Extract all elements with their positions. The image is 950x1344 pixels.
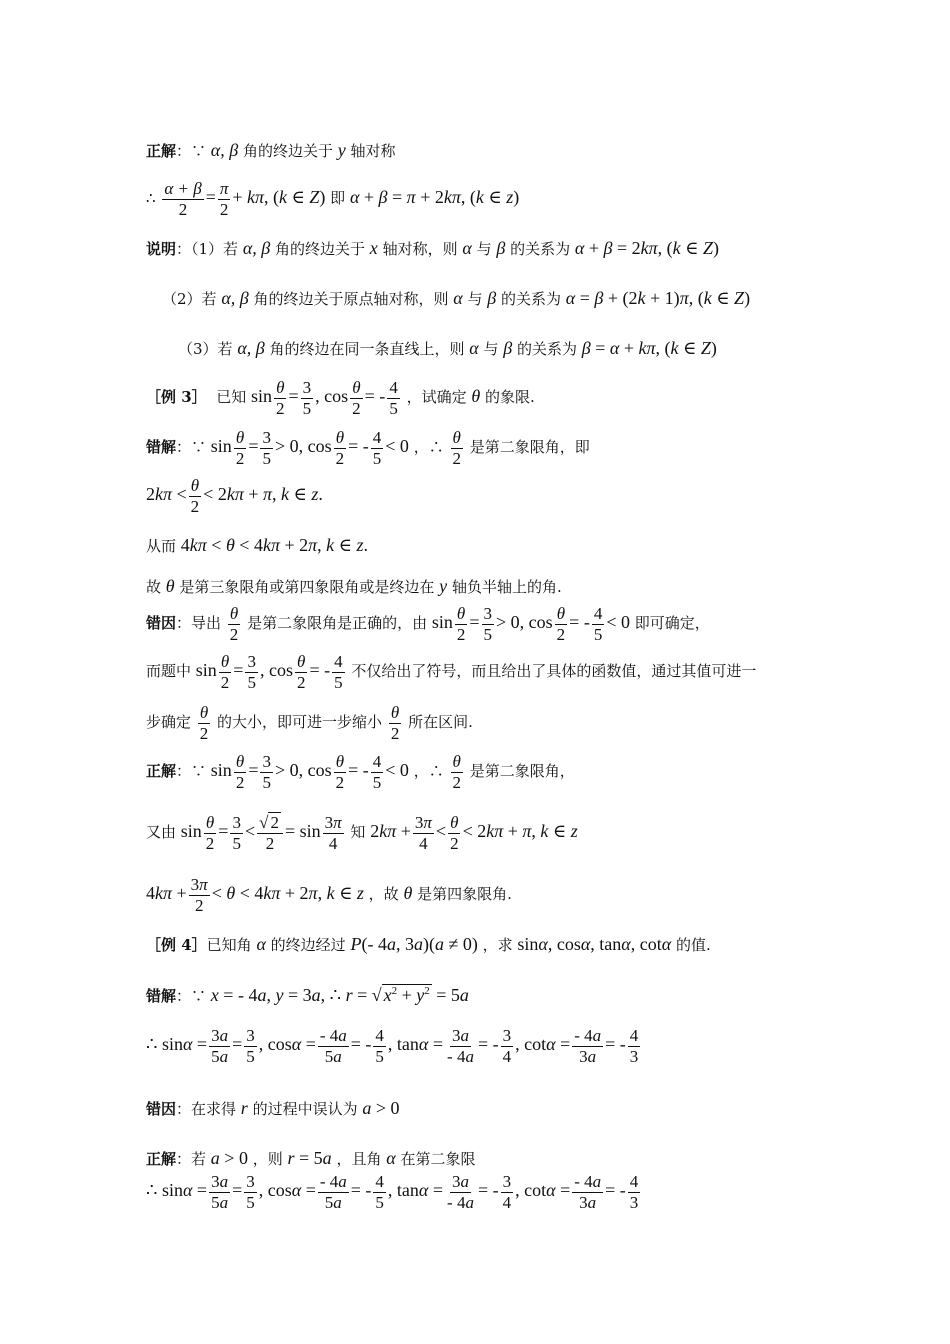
line-10: 故 θ 是第三象限角或第四象限角或是终边在 y 轴负半轴上的角. [146, 576, 562, 596]
line-5: （3）若 α, β 角的终边在同一条直线上，则 α 与 β 的关系为 β = α + kπ, (k ∈ Z) [178, 338, 717, 358]
line-20: 错因：在求得 r 的过程中误认为 a > 0 [146, 1098, 400, 1118]
label-example-3: ［例 3］ [146, 388, 207, 407]
line-6: ［例 3］ 已知 sin $\frac{\theta}{2}$ = $\frac{3}{5}$ , cos $\frac{\theta}{2}$ = - $\frac{4}{5}$ ，试确定 θ 的象限. [146, 378, 535, 418]
line-3: 说明：（1）若 α, β 角的终边关于 x 轴对称，则 α 与 β 的关系为 α + β = 2kπ, (k ∈ Z) [146, 238, 719, 258]
line-22: ∴ sinα = $\frac{3a}{5a}$ = $\frac{3}{5}$ , cosα = $\frac{- 4a}{5a}$ = - $\frac{4}{5}$ , tanα = $\frac{3a}{- 4a}$ = - $\frac{3}{4}$ , cotα = $\frac{- 4a}{3a}$ = - $\frac{4}{3}$ [146, 1172, 639, 1212]
line-14: 正解：∵ sin $\frac{\theta}{2}$ = $\frac{3}{5}$ > 0, cos $\frac{\theta}{2}$ = - $\frac{4}{5}$ < 0 ，∴ $\frac{\theta}{2}$ 是第二象限角， [146, 752, 575, 792]
line-2: ∴ $\frac{\alpha + \beta}{2}$ = $\frac{\pi}{2}$ + kπ, (k ∈ Z) 即 α + β = π + 2kπ, (k ∈ z) [146, 179, 520, 219]
label-example-4: ［例 4］ [146, 936, 207, 954]
line-17: ［例 4］已知角 α 的终边经过 P(- 4a, 3a)(a ≠ 0) ，求 sinα, cosα, tanα, cotα 的值. [146, 934, 711, 954]
line-8: 2kπ < $\frac{\theta}{2}$ < 2kπ + π, k ∈ z. [146, 476, 323, 516]
label-error-cause-2: 错因 [146, 1100, 177, 1118]
line-1: 正解：∵ α, β 角的终边关于 y 轴对称 [146, 140, 396, 160]
label-explanation: 说明 [146, 240, 177, 258]
line-18: 错解：∵ x = - 4a, y = 3a, ∴ r = √ $x^2 + y^2 = 5a$ [146, 985, 469, 1005]
line-13: 步确定 $\frac{\theta}{2}$ 的大小，即可进一步缩小 $\frac{\theta}{2}$ 所在区间. [146, 703, 473, 743]
line-9: 从而 4kπ < θ < 4kπ + 2π, k ∈ z. [146, 535, 368, 555]
line-4: （2）若 α, β 角的终边关于原点轴对称，则 α 与 β 的关系为 α = β + (2k + 1)π, (k ∈ Z) [162, 288, 751, 308]
label-correct-solution-3: 正解 [146, 1150, 177, 1168]
line-7: 错解：∵ sin $\frac{\theta}{2}$ = $\frac{3}{5}$ > 0, cos $\frac{\theta}{2}$ = - $\frac{4}{5}$ < 0 ，∴ $\frac{\theta}{2}$ 是第二象限角，即 [146, 428, 590, 468]
line-21: 正解：若 a > 0 ，则 r = 5a ，且角 α 在第二象限 [146, 1148, 476, 1168]
line-12: 而题中 sin $\frac{\theta}{2}$ = $\frac{3}{5}$ , cos $\frac{\theta}{2}$ = - $\frac{4}{5}$ 不仅给出了符号，而且给出了具体的函数值，通过其值可进一 [146, 652, 757, 692]
label-correct-solution-2: 正解 [146, 762, 177, 781]
label-wrong-solution: 错解 [146, 438, 177, 457]
label-correct-solution: 正解 [146, 142, 177, 160]
line-19: ∴ sinα = $\frac{3a}{5a}$ = $\frac{3}{5}$ , cosα = $\frac{- 4a}{5a}$ = - $\frac{4}{5}$ , tanα = $\frac{3a}{- 4a}$ = - $\frac{3}{4}$ , cotα = $\frac{- 4a}{3a}$ = - $\frac{4}{3}$ [146, 1026, 639, 1066]
label-error-cause: 错因 [146, 614, 177, 633]
line-15: 又由 sin $\frac{\theta}{2}$ = $\frac{3}{5}$ < $\frac{√ 2}{2}$ = sin $\frac{3\pi}{4}$ 知 2kπ + $\frac{3\pi}{4}$ < $\frac{\theta}{2}$ < 2kπ + π, k ∈ z [146, 813, 578, 853]
line-16: 4kπ + $\frac{3\pi}{2}$ < θ < 4kπ + 2π, k ∈ z ，故 θ 是第四象限角. [146, 875, 512, 915]
label-wrong-solution-2: 错解 [146, 987, 177, 1005]
line-11: 错因：导出 $\frac{\theta}{2}$ 是第二象限角是正确的，由 sin $\frac{\theta}{2}$ = $\frac{3}{5}$ > 0, cos $\frac{\theta}{2}$ = - $\frac{4}{5}$ < 0 即可确定， [146, 604, 710, 644]
